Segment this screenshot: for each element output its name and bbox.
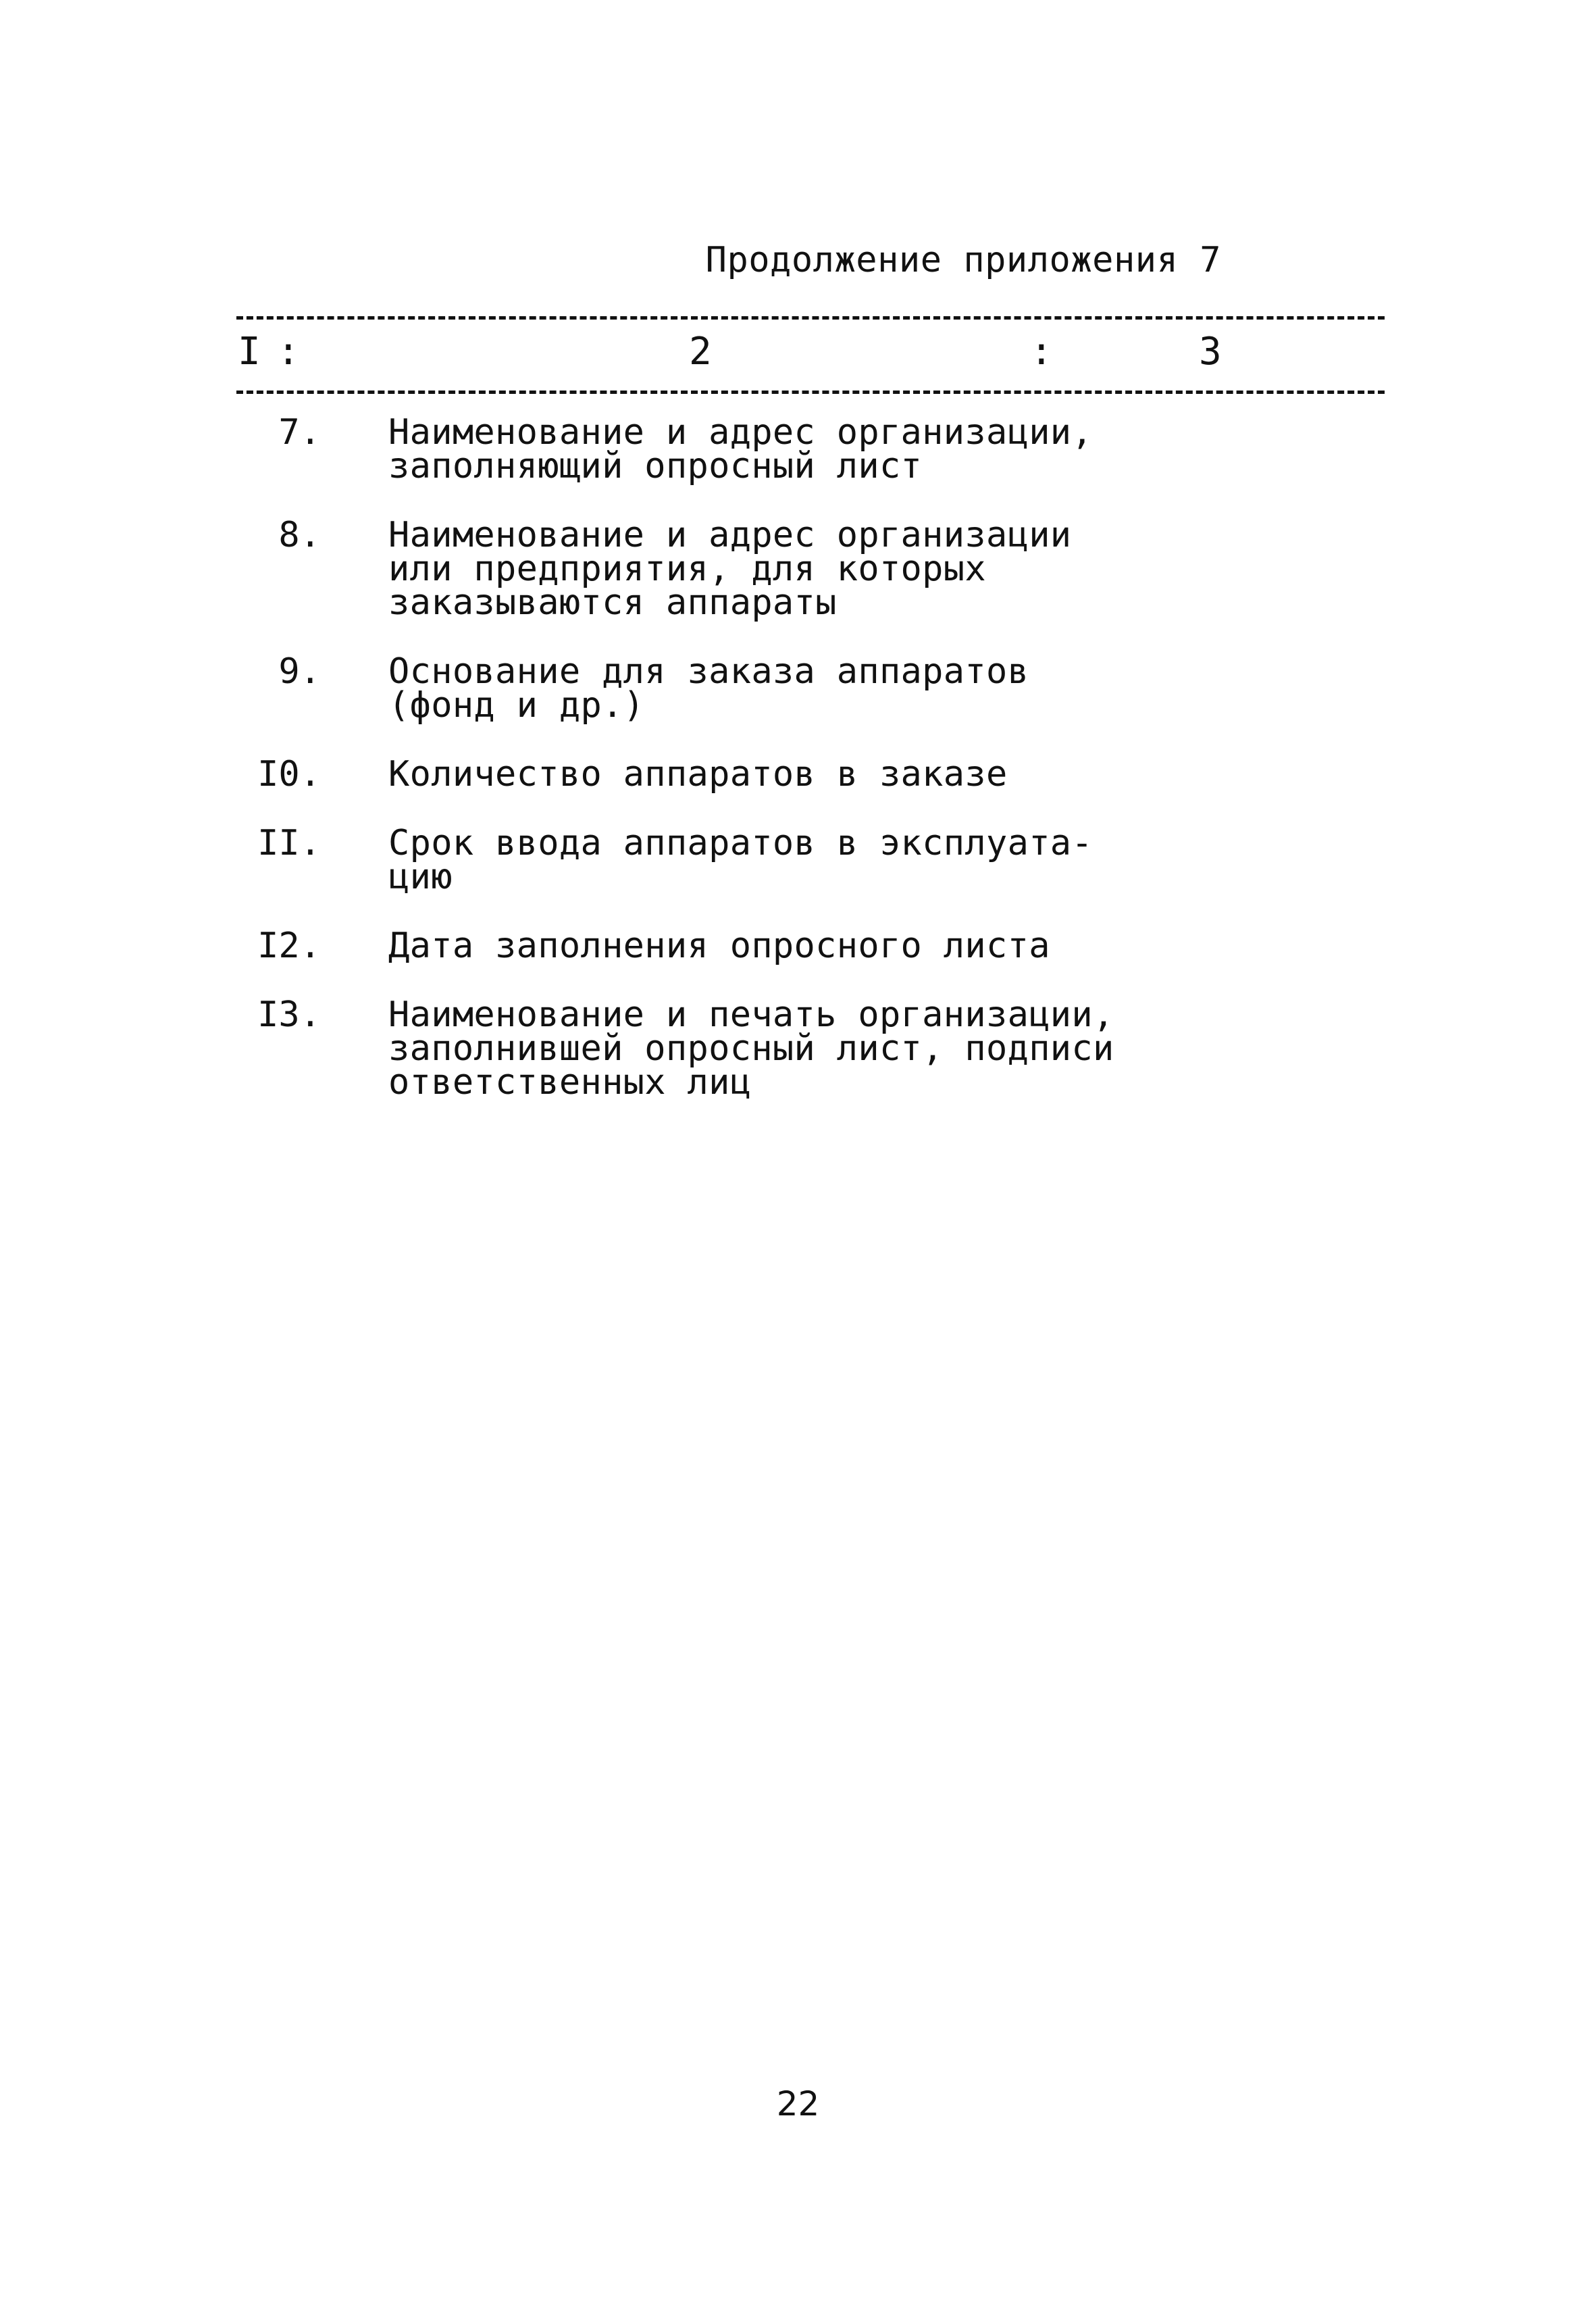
item-text: Количество аппаратов в заказе <box>388 754 1008 795</box>
page-heading: Продолжение приложения 7 <box>705 240 1221 280</box>
list-item <box>203 995 1351 1103</box>
item-number: I2. <box>257 926 321 966</box>
column-separator-1: : <box>277 330 300 374</box>
list-item <box>203 926 1351 966</box>
column-separator-2: : <box>1030 330 1053 374</box>
item-list <box>203 412 1351 1134</box>
item-number: 9. <box>278 651 321 692</box>
column-header-2: 2 <box>689 330 712 374</box>
item-text: Основание для заказа аппаратов (фонд и др.) <box>388 651 1029 726</box>
item-number: I3. <box>257 995 321 1035</box>
list-item <box>203 823 1351 897</box>
list-item <box>203 515 1351 623</box>
table-header-bottom-rule <box>236 391 1385 394</box>
item-text: Наименование и адрес организации или предприятия, для которых заказываются аппараты <box>388 515 1072 623</box>
item-text: Наименование и адрес организации, заполняющий опросный лист <box>388 412 1093 486</box>
item-text: Дата заполнения опросного листа <box>388 926 1050 966</box>
item-text: Наименование и печать организации, заполнившей опросный лист, подписи ответственных лиц <box>388 995 1114 1103</box>
item-number: II. <box>257 823 321 863</box>
item-number: 7. <box>278 412 321 453</box>
item-number: 8. <box>278 515 321 555</box>
column-header-3: 3 <box>1199 330 1222 374</box>
list-item <box>203 754 1351 795</box>
list-item <box>203 651 1351 726</box>
item-number: I0. <box>257 754 321 795</box>
table-top-rule <box>236 316 1385 320</box>
page-number: 22 <box>776 2084 820 2123</box>
column-header-1: I <box>238 330 261 374</box>
list-item <box>203 412 1351 486</box>
item-text: Срок ввода аппаратов в эксплуата- цию <box>388 823 1093 897</box>
